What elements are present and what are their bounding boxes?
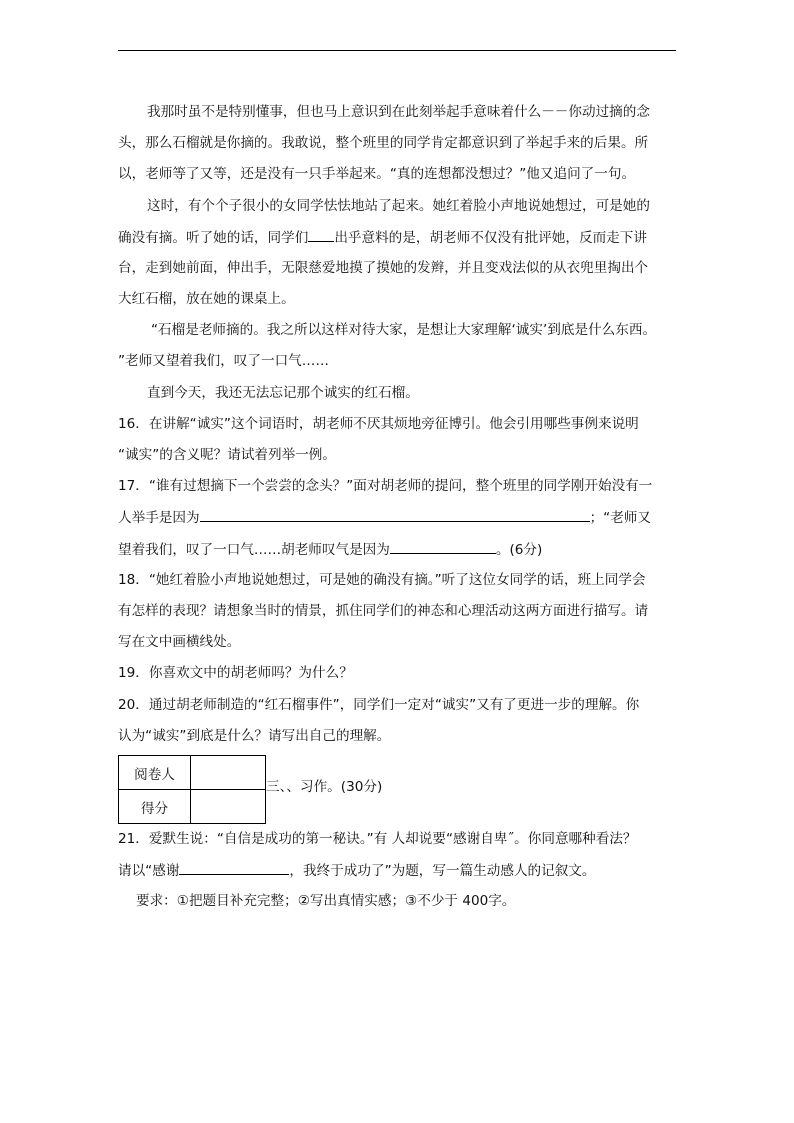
grader-cell[interactable] bbox=[191, 756, 266, 790]
question-21-cont bbox=[118, 861, 678, 880]
requirements: 要求：①把题目补充完整；②写出真情实感；③不少于 400字。 bbox=[136, 893, 516, 909]
question-17-cont bbox=[118, 508, 678, 527]
question-18-cont: 有怎样的表现？请想象当时的情景，抓住同学们的神态和心理活动这两方面进行描写。请 bbox=[118, 603, 649, 619]
question-21: 21．爱默生说：“自信是成功的第一秘诀。”有 人却说要“感谢自卑˝。你同意哪种看法？ bbox=[118, 831, 637, 847]
passage-line: 这时，有个个子很小的女同学怯怯地站了起来。她红着脸小声地说她想过，可是她的 bbox=[147, 198, 650, 214]
question-17: 17．“谁有过想摘下一个尝尝的念头？”面对胡老师的提问，整个班里的同学刚开始没有一 bbox=[118, 478, 653, 494]
passage-line: 我那时虽不是特别懂事，但也马上意识到在此刻举起手意味着什么－－你动过摘的念 bbox=[147, 104, 650, 120]
question-18-cont: 写在文中画横线处。 bbox=[118, 634, 241, 650]
question-17-cont bbox=[118, 540, 678, 559]
passage-text: 确没有摘。听了她的话，同学们 bbox=[118, 230, 309, 246]
grader-label: 阅卷人 bbox=[119, 756, 191, 790]
passage-line: 以，老师等了又等，还是没有一只手举起来。“真的连想都没想过？”他又追问了一句。 bbox=[118, 166, 636, 182]
question-text: ，我终于成功了”为题，写一篇生动感人的记叙文。 bbox=[289, 863, 596, 879]
question-16-cont: “诚实”的含义呢？请试着列举一例。 bbox=[118, 447, 336, 463]
passage-line: 直到今天，我还无法忘记那个诚实的红石榴。 bbox=[147, 385, 419, 401]
answer-blank[interactable] bbox=[390, 540, 496, 554]
passage-text: 出乎意料的是，胡老师不仅没有批评她，反而走下讲 bbox=[334, 230, 647, 246]
question-text: 人举手是因为 bbox=[118, 510, 200, 526]
header-rule bbox=[118, 50, 676, 51]
question-text: 请以“感谢 bbox=[118, 863, 180, 879]
question-18: 18．“她红着脸小声地说她想过，可是她的确没有摘。”听了这位女同学的话，班上同学会 bbox=[118, 572, 646, 588]
question-19: 19．你喜欢文中的胡老师吗？为什么？ bbox=[118, 665, 353, 681]
question-text: 。(6分) bbox=[495, 542, 543, 558]
passage-line: 大红石榴，放在她的课桌上。 bbox=[118, 291, 295, 307]
score-cell[interactable] bbox=[191, 790, 266, 824]
score-label: 得分 bbox=[119, 790, 191, 824]
question-20: 20．通过胡老师制造的“红石榴事件”，同学们一定对“诚实”又有了更进一步的理解。你 bbox=[118, 697, 640, 713]
section-heading: 三、、习作。(30分) bbox=[266, 779, 383, 795]
answer-blank[interactable] bbox=[179, 861, 289, 875]
passage-line: “石榴是老师摘的。我之所以这样对待大家，是想让大家理解‘诚实’到底是什么东西。 bbox=[151, 322, 657, 338]
passage-line: ”老师又望着我们，叹了一口气…… bbox=[118, 353, 329, 369]
score-table bbox=[118, 755, 266, 824]
passage-line bbox=[118, 228, 678, 247]
question-16: 16．在讲解“诚实”这个词语时，胡老师不厌其烦地旁征博引。他会引用哪些事例来说明 bbox=[118, 416, 639, 432]
question-20-cont: 认为“诚实”到底是什么？请写出自己的理解。 bbox=[118, 728, 391, 744]
question-text: 望着我们，叹了一口气……胡老师叹气是因为 bbox=[118, 542, 390, 558]
answer-blank[interactable] bbox=[200, 508, 590, 522]
question-text: ；“老师又 bbox=[589, 510, 651, 526]
passage-line: 台，走到她前面，伸出手，无限慈爱地摸了摸她的发辫，并且变戏法似的从衣兜里掏出个 bbox=[118, 260, 649, 276]
passage-line: 头，那么石榴就是你摘的。我敢说，整个班里的同学肯定都意识到了举起手来的后果。所 bbox=[118, 135, 649, 151]
answer-blank[interactable] bbox=[308, 228, 334, 242]
